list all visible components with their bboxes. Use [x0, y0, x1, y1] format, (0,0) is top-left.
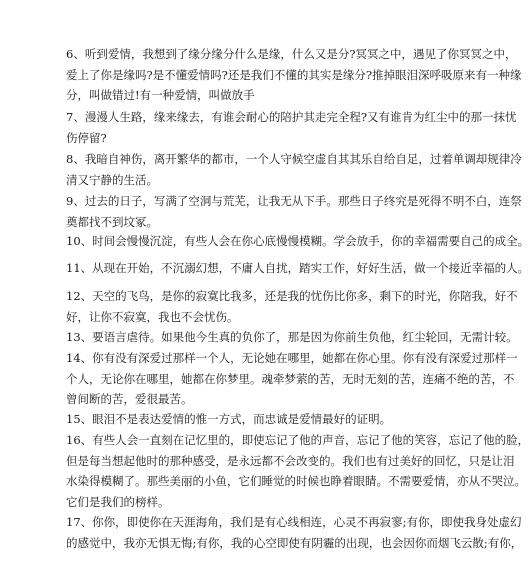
paragraph-line: 17、你你，即使你在天涯海角，我们是有心线相连，心灵不再寂寥;有你，即使我身处虚幻 [66, 515, 522, 529]
paragraph-line: 6、听到爱情，我想到了缘分缘分什么是缘，什么又是分?冥冥之中，遇见了你冥冥之中， [66, 47, 517, 61]
paragraph-line: 水染得模糊了。那些美丽的小鱼，它们睡觉的时候也睁着眼睛。不需要爱情，亦从不哭泣。 [66, 474, 526, 488]
paragraph-10 [66, 231, 529, 252]
paragraph-9 [66, 191, 522, 232]
paragraph-line: 分，叫做错过!有一种爱情，叫做放手 [66, 88, 255, 102]
paragraph-line: 7、漫漫人生路，缘来缘去，有谁会耐心的陪护其走完全程?又有谁肯为红尘中的那一抹忧 [66, 110, 517, 124]
paragraph-line: 12、天空的飞鸟，是你的寂寞比我多，还是我的忧伤比你多，剩下的时光，你陪我，好不 [66, 289, 518, 303]
paragraph-line: 16、有些人会一直刻在记忆里的，即使忘记了他的声音，忘记了他的笑容，忘记了他的脸， [66, 433, 529, 447]
paragraph-line: 13、要语言虐待。如果他今生真的负你了，那是因为你前生负他，红尘轮回，无需计较。 [66, 330, 518, 344]
paragraph-line: 但是每当想起他时的那种感受，是永远都不会改变的。我们也有过美好的回忆，只是让泪 [66, 453, 515, 468]
paragraph-line: 14、你有没有深爱过那样一个人，无论她在哪里，她都在你心里。你有没有深爱过那样一 [66, 351, 518, 365]
paragraph-17 [66, 512, 523, 553]
paragraph-line: 11、从现在开始，不沉溺幻想，不庸人自扰，踏实工作，好好生活，做一个接近幸福的人。 [66, 261, 529, 275]
paragraph-line: 爱上了你是缘吗?是不懂爱情吗?还是我们不懂的其实是缘分?推掉眼泪深呼吸原来有一种缘 [66, 67, 522, 82]
paragraph-line: 的感觉中，我亦无惧无悔;有你，我的心空即使有阴霾的出现，也会因你而烟飞云散;有你， [66, 535, 523, 550]
paragraph-11 [66, 258, 529, 279]
paragraph-line: 10、时间会慢慢沉淀，有些人会在你心底慢慢模糊。学会放手，你的幸福需要自己的成全。 [66, 234, 529, 248]
paragraph-line: 奠都找不到坟冢。 [66, 214, 158, 229]
paragraph-15 [66, 409, 432, 430]
paragraph-line: 清又宁静的生活。 [66, 172, 158, 187]
paragraph-line: 9、过去的日子，写满了空洞与荒芜，让我无从下手。那些日子终究是死得不明不白，连祭 [66, 194, 522, 208]
paragraph-line: 它们是我们的榜样。 [66, 494, 170, 509]
paragraph-13 [66, 327, 518, 348]
paragraph-8 [66, 149, 522, 190]
paragraph-line: 好，让你不寂寞，我也不会忧伤。 [66, 309, 239, 324]
paragraph-line: 伤停留? [66, 130, 107, 145]
paragraph-line: 个人，无论你在哪里，她都在你梦里。魂牵梦萦的苦，无时无刻的苦，连痛不绝的苦，不 [66, 371, 515, 386]
paragraph-12 [66, 286, 518, 327]
paragraph-line: 曾间断的苦，爱很最苦。 [66, 392, 193, 406]
paragraph-line: 8、我暗自神伤，离开繁华的都市，一个人守候空虚自其其乐自给自足，过着单调却规律冷 [66, 152, 522, 166]
paragraph-7 [66, 107, 517, 148]
paragraph-14 [66, 348, 518, 410]
paragraph-line: 15、眼泪不是表达爱情的惟一方式，而忠诚是爱情最好的证明。 [66, 412, 392, 426]
paragraph-16 [66, 430, 529, 512]
paragraph-6 [66, 44, 522, 106]
